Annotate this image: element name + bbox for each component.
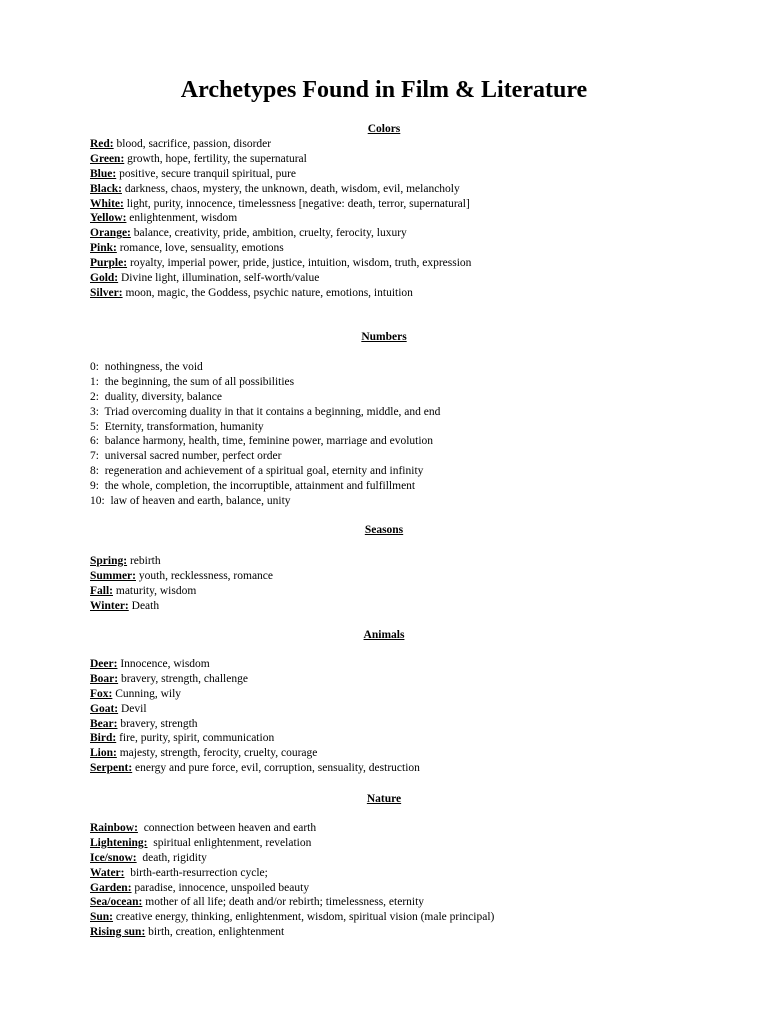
entry-description: youth, recklessness, romance xyxy=(136,569,274,582)
entry-description: royalty, imperial power, pride, justice, intuition, wisdom, truth, expression xyxy=(127,257,472,270)
list-item xyxy=(90,167,750,182)
entry-term: Ice/snow: xyxy=(90,851,137,864)
entry-number: 6: xyxy=(90,435,99,448)
entry-description: growth, hope, fertility, the supernatural xyxy=(124,152,307,165)
colors-list xyxy=(90,137,750,301)
section-heading-colors: Colors xyxy=(367,123,401,135)
numbers-list xyxy=(90,360,750,509)
entry-description: universal sacred number, perfect order xyxy=(98,450,282,463)
entry-description: fire, purity, spirit, communication xyxy=(116,732,275,745)
entry-description: spiritual enlightenment, revelation xyxy=(147,836,312,849)
entry-description: death, rigidity xyxy=(136,851,207,864)
entry-description: Devil xyxy=(118,702,147,715)
entry-term: Sea/ocean: xyxy=(90,896,143,909)
entry-description: creative energy, thinking, enlightenment, wisdom, spiritual vision (male principal) xyxy=(113,911,495,924)
entry-term: Rising sun: xyxy=(90,926,146,939)
list-item xyxy=(90,731,750,746)
entry-term: Orange: xyxy=(90,227,131,240)
list-item xyxy=(90,881,750,896)
list-item xyxy=(90,569,750,584)
list-item xyxy=(90,390,750,405)
entry-description: Eternity, transformation, humanity xyxy=(98,420,264,433)
list-item xyxy=(90,182,750,197)
list-item xyxy=(90,464,750,479)
entry-description: connection between heaven and earth xyxy=(137,822,317,834)
entry-description: majesty, strength, ferocity, cruelty, courage xyxy=(116,747,318,760)
entry-description: blood, sacrifice, passion, disorder xyxy=(113,138,272,150)
entry-description: the beginning, the sum of all possibilities xyxy=(98,375,295,388)
list-item xyxy=(90,866,750,881)
entry-number: 2: xyxy=(90,390,99,403)
entry-term: Goat: xyxy=(90,702,119,715)
entry-term: Serpent: xyxy=(90,762,133,775)
animals-list xyxy=(90,657,750,776)
entry-term: Sun: xyxy=(90,911,114,924)
entry-description: paradise, innocence, unspoiled beauty xyxy=(131,881,310,894)
section-heading-animals: Animals xyxy=(363,629,405,641)
entry-description: positive, secure tranquil spiritual, pure xyxy=(116,167,297,180)
list-item xyxy=(90,420,750,435)
entry-description: regeneration and achievement of a spiritual goal, eternity and infinity xyxy=(98,465,424,478)
list-item xyxy=(90,479,750,494)
entry-description: birth-earth-resurrection cycle; xyxy=(124,866,268,879)
entry-term: Gold: xyxy=(90,272,119,285)
entry-description: enlightenment, wisdom xyxy=(126,212,238,225)
list-item xyxy=(90,717,750,732)
list-item xyxy=(90,494,750,509)
entry-description: romance, love, sensuality, emotions xyxy=(116,242,284,255)
entry-description: the whole, completion, the incorruptible, attainment and fulfillment xyxy=(98,480,416,493)
entry-description: bravery, strength xyxy=(117,717,198,730)
entry-number: 8: xyxy=(90,465,99,478)
entry-description: balance, creativity, pride, ambition, cruelty, ferocity, luxury xyxy=(130,227,407,240)
entry-description: maturity, wisdom xyxy=(113,584,197,597)
list-item xyxy=(90,657,750,672)
list-item xyxy=(90,746,750,761)
entry-term: Bear: xyxy=(90,717,118,730)
list-item xyxy=(90,271,750,286)
entry-term: Lion: xyxy=(90,747,117,760)
entry-number: 9: xyxy=(90,480,99,493)
entry-term: Summer: xyxy=(90,569,136,582)
list-item xyxy=(90,405,750,420)
list-item xyxy=(90,554,750,569)
list-item xyxy=(90,895,750,910)
list-item xyxy=(90,584,750,599)
list-item xyxy=(90,687,750,702)
entry-description: energy and pure force, evil, corruption, sensuality, destruction xyxy=(132,762,420,775)
nature-list xyxy=(90,821,750,940)
entry-description: bravery, strength, challenge xyxy=(118,672,248,685)
list-item xyxy=(90,449,750,464)
entry-term: Yellow: xyxy=(90,212,127,225)
entry-description: duality, diversity, balance xyxy=(98,390,223,403)
entry-description: Cunning, wily xyxy=(112,687,182,700)
list-item xyxy=(90,836,750,851)
entry-description: rebirth xyxy=(127,555,161,567)
entry-term: Lightening: xyxy=(90,836,148,849)
list-item xyxy=(90,256,750,271)
entry-description: light, purity, innocence, timelessness [negative: death, terror, supernatural] xyxy=(123,197,470,210)
entry-term: Pink: xyxy=(90,242,117,255)
entry-term: Green: xyxy=(90,152,125,165)
entry-number: 0: xyxy=(90,361,99,373)
entry-description: balance harmony, health, time, feminine power, marriage and evolution xyxy=(98,435,434,448)
entry-term: White: xyxy=(90,197,124,210)
entry-number: 1: xyxy=(90,375,99,388)
entry-term: Silver: xyxy=(90,286,123,299)
list-item xyxy=(90,672,750,687)
entry-term: Water: xyxy=(90,866,125,879)
entry-description: Divine light, illumination, self-worth/value xyxy=(118,272,320,285)
entry-number: 3: xyxy=(90,405,99,418)
entry-term: Red: xyxy=(90,138,114,150)
entry-description: mother of all life; death and/or rebirth; timelessness, eternity xyxy=(142,896,425,909)
list-item xyxy=(90,197,750,212)
entry-term: Black: xyxy=(90,182,122,195)
list-item xyxy=(90,241,750,256)
list-item xyxy=(90,851,750,866)
entry-term: Winter: xyxy=(90,599,129,612)
list-item xyxy=(90,821,750,836)
entry-term: Purple: xyxy=(90,257,128,270)
list-item xyxy=(90,286,750,301)
list-item xyxy=(90,360,750,375)
list-item xyxy=(90,925,750,940)
entry-term: Fox: xyxy=(90,687,113,700)
entry-term: Rainbow: xyxy=(90,822,138,834)
entry-description: Death xyxy=(128,599,160,612)
entry-term: Blue: xyxy=(90,167,117,180)
entry-term: Garden: xyxy=(90,881,132,894)
list-item xyxy=(90,137,750,152)
list-item xyxy=(90,226,750,241)
entry-number: 7: xyxy=(90,450,99,463)
list-item xyxy=(90,434,750,449)
entry-description: moon, magic, the Goddess, psychic nature, emotions, intuition xyxy=(122,286,413,299)
entry-description: darkness, chaos, mystery, the unknown, death, wisdom, evil, melancholy xyxy=(121,182,460,195)
list-item xyxy=(90,375,750,390)
entry-description: law of heaven and earth, balance, unity xyxy=(104,495,291,508)
list-item xyxy=(90,599,750,614)
entry-number: 10: xyxy=(90,495,105,508)
document-title: Archetypes Found in Film & Literature xyxy=(180,77,588,103)
section-heading-seasons: Seasons xyxy=(364,524,404,536)
entry-description: Innocence, wisdom xyxy=(117,658,210,670)
entry-description: Triad overcoming duality in that it contains a beginning, middle, and end xyxy=(98,405,441,418)
entry-term: Spring: xyxy=(90,555,128,567)
entry-term: Deer: xyxy=(90,658,118,670)
entry-term: Boar: xyxy=(90,672,119,685)
entry-term: Bird: xyxy=(90,732,117,745)
list-item xyxy=(90,702,750,717)
section-heading-numbers: Numbers xyxy=(361,331,407,343)
section-heading-nature: Nature xyxy=(366,793,402,805)
entry-description: birth, creation, enlightenment xyxy=(145,926,285,939)
entry-description: nothingness, the void xyxy=(98,361,203,373)
list-item xyxy=(90,910,750,925)
seasons-list xyxy=(90,554,750,614)
entry-term: Fall: xyxy=(90,584,113,597)
list-item xyxy=(90,152,750,167)
list-item xyxy=(90,211,750,226)
list-item xyxy=(90,761,750,776)
entry-number: 5: xyxy=(90,420,99,433)
